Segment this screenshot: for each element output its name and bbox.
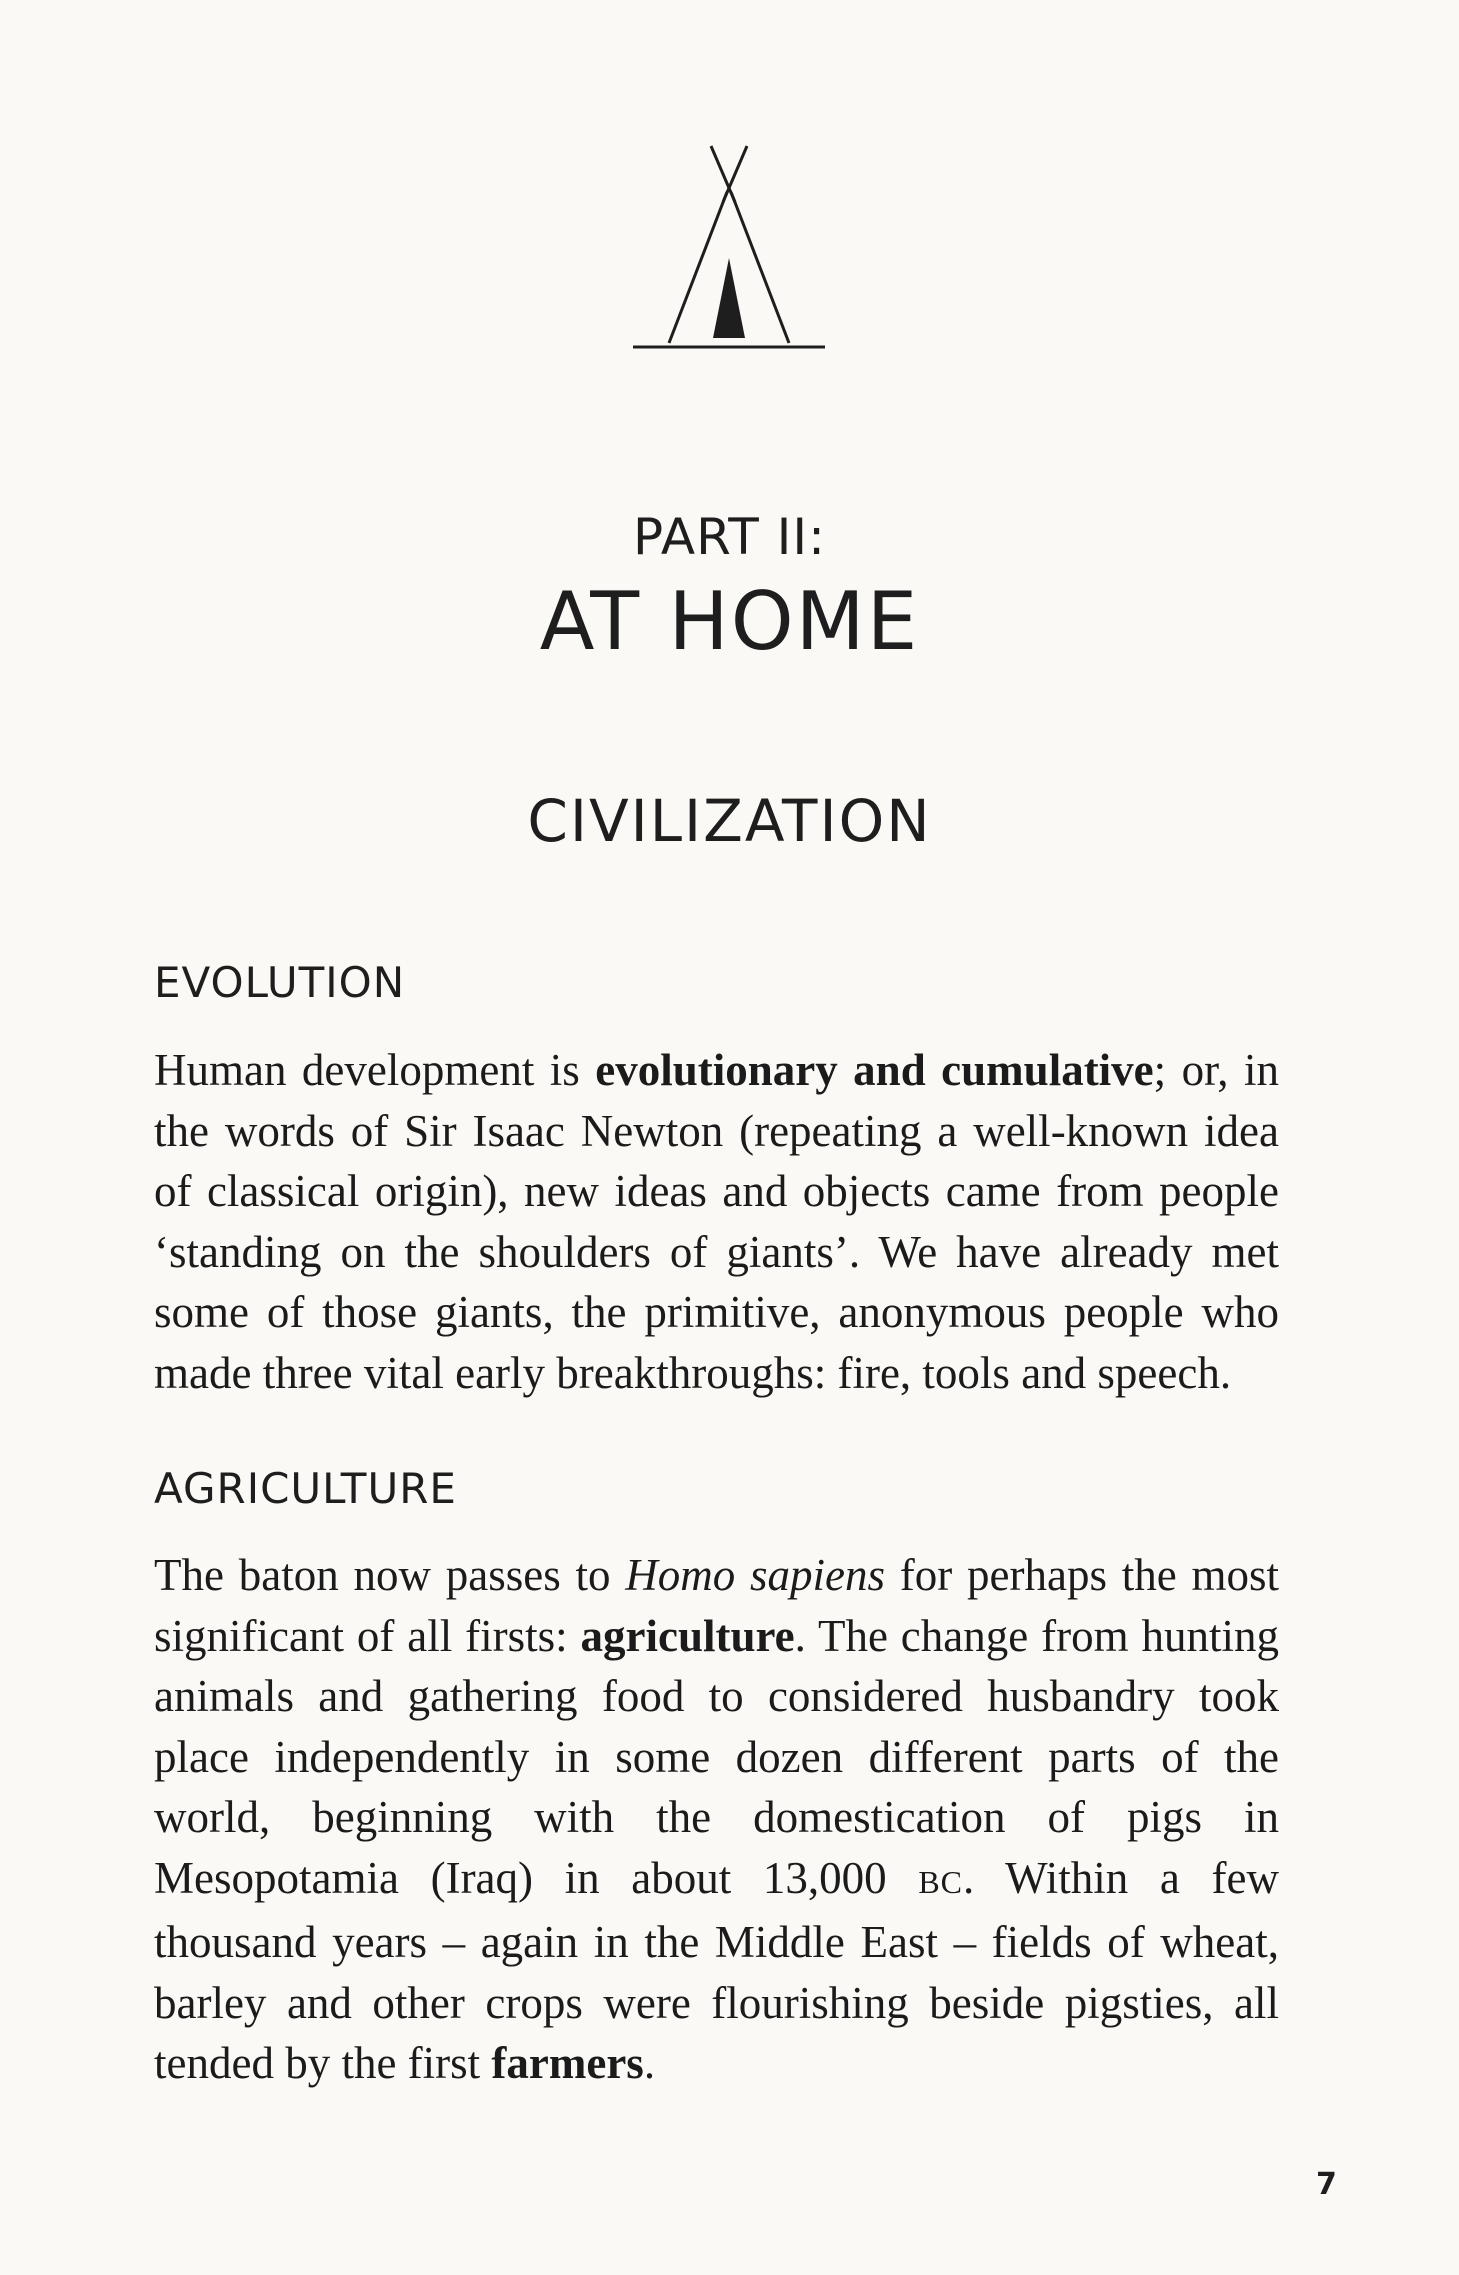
paragraph-agriculture: [154, 1545, 1279, 2094]
text-run: ; or, in the words of Sir Isaac Newton (repeating a well-known idea of classical origin), new ideas and objects came from people ‘standing on the shoulders of giants’. We have already met some of those giants, the primitive, anonymous people who made three vital early breakthroughs: fire, tools and speech.: [154, 1045, 1279, 1398]
bold-term: farmers: [491, 2038, 644, 2088]
part-title: AT HOME: [539, 575, 920, 668]
chapter-title: CIVILIZATION: [527, 787, 932, 855]
text-run: . The change from hunting animals and gathering food to considered husbandry took place independently in some dozen different parts of the world, beginning with the domestication of pigs in Mesopotamia (Iraq) in about 13,000: [154, 1610, 1279, 1903]
italic-term: Homo sapiens: [625, 1550, 886, 1600]
text-run: for perhaps the most significant of all firsts:: [154, 1550, 1279, 1661]
text-run: . Within a few thousand years – again in the Middle East – fields of wheat, barley and other crops were flourishing beside pigsties, all tended by the first: [154, 1852, 1279, 2088]
text-run: The baton now passes to: [154, 1550, 626, 1600]
bold-term: agriculture: [580, 1610, 795, 1661]
text-run: Human development is: [154, 1045, 596, 1095]
small-caps-era: BC: [918, 1863, 964, 1900]
section-heading-evolution: EVOLUTION: [154, 958, 406, 1007]
part-label: PART II:: [632, 508, 827, 566]
tepee-icon: [629, 140, 829, 360]
page-number: 7: [1316, 2167, 1337, 2202]
section-heading-agriculture: AGRICULTURE: [154, 1464, 457, 1513]
bold-term: evolutionary and cumulative: [595, 1045, 1154, 1095]
paragraph-evolution: [154, 1040, 1279, 1403]
text-run: .: [643, 2038, 656, 2088]
